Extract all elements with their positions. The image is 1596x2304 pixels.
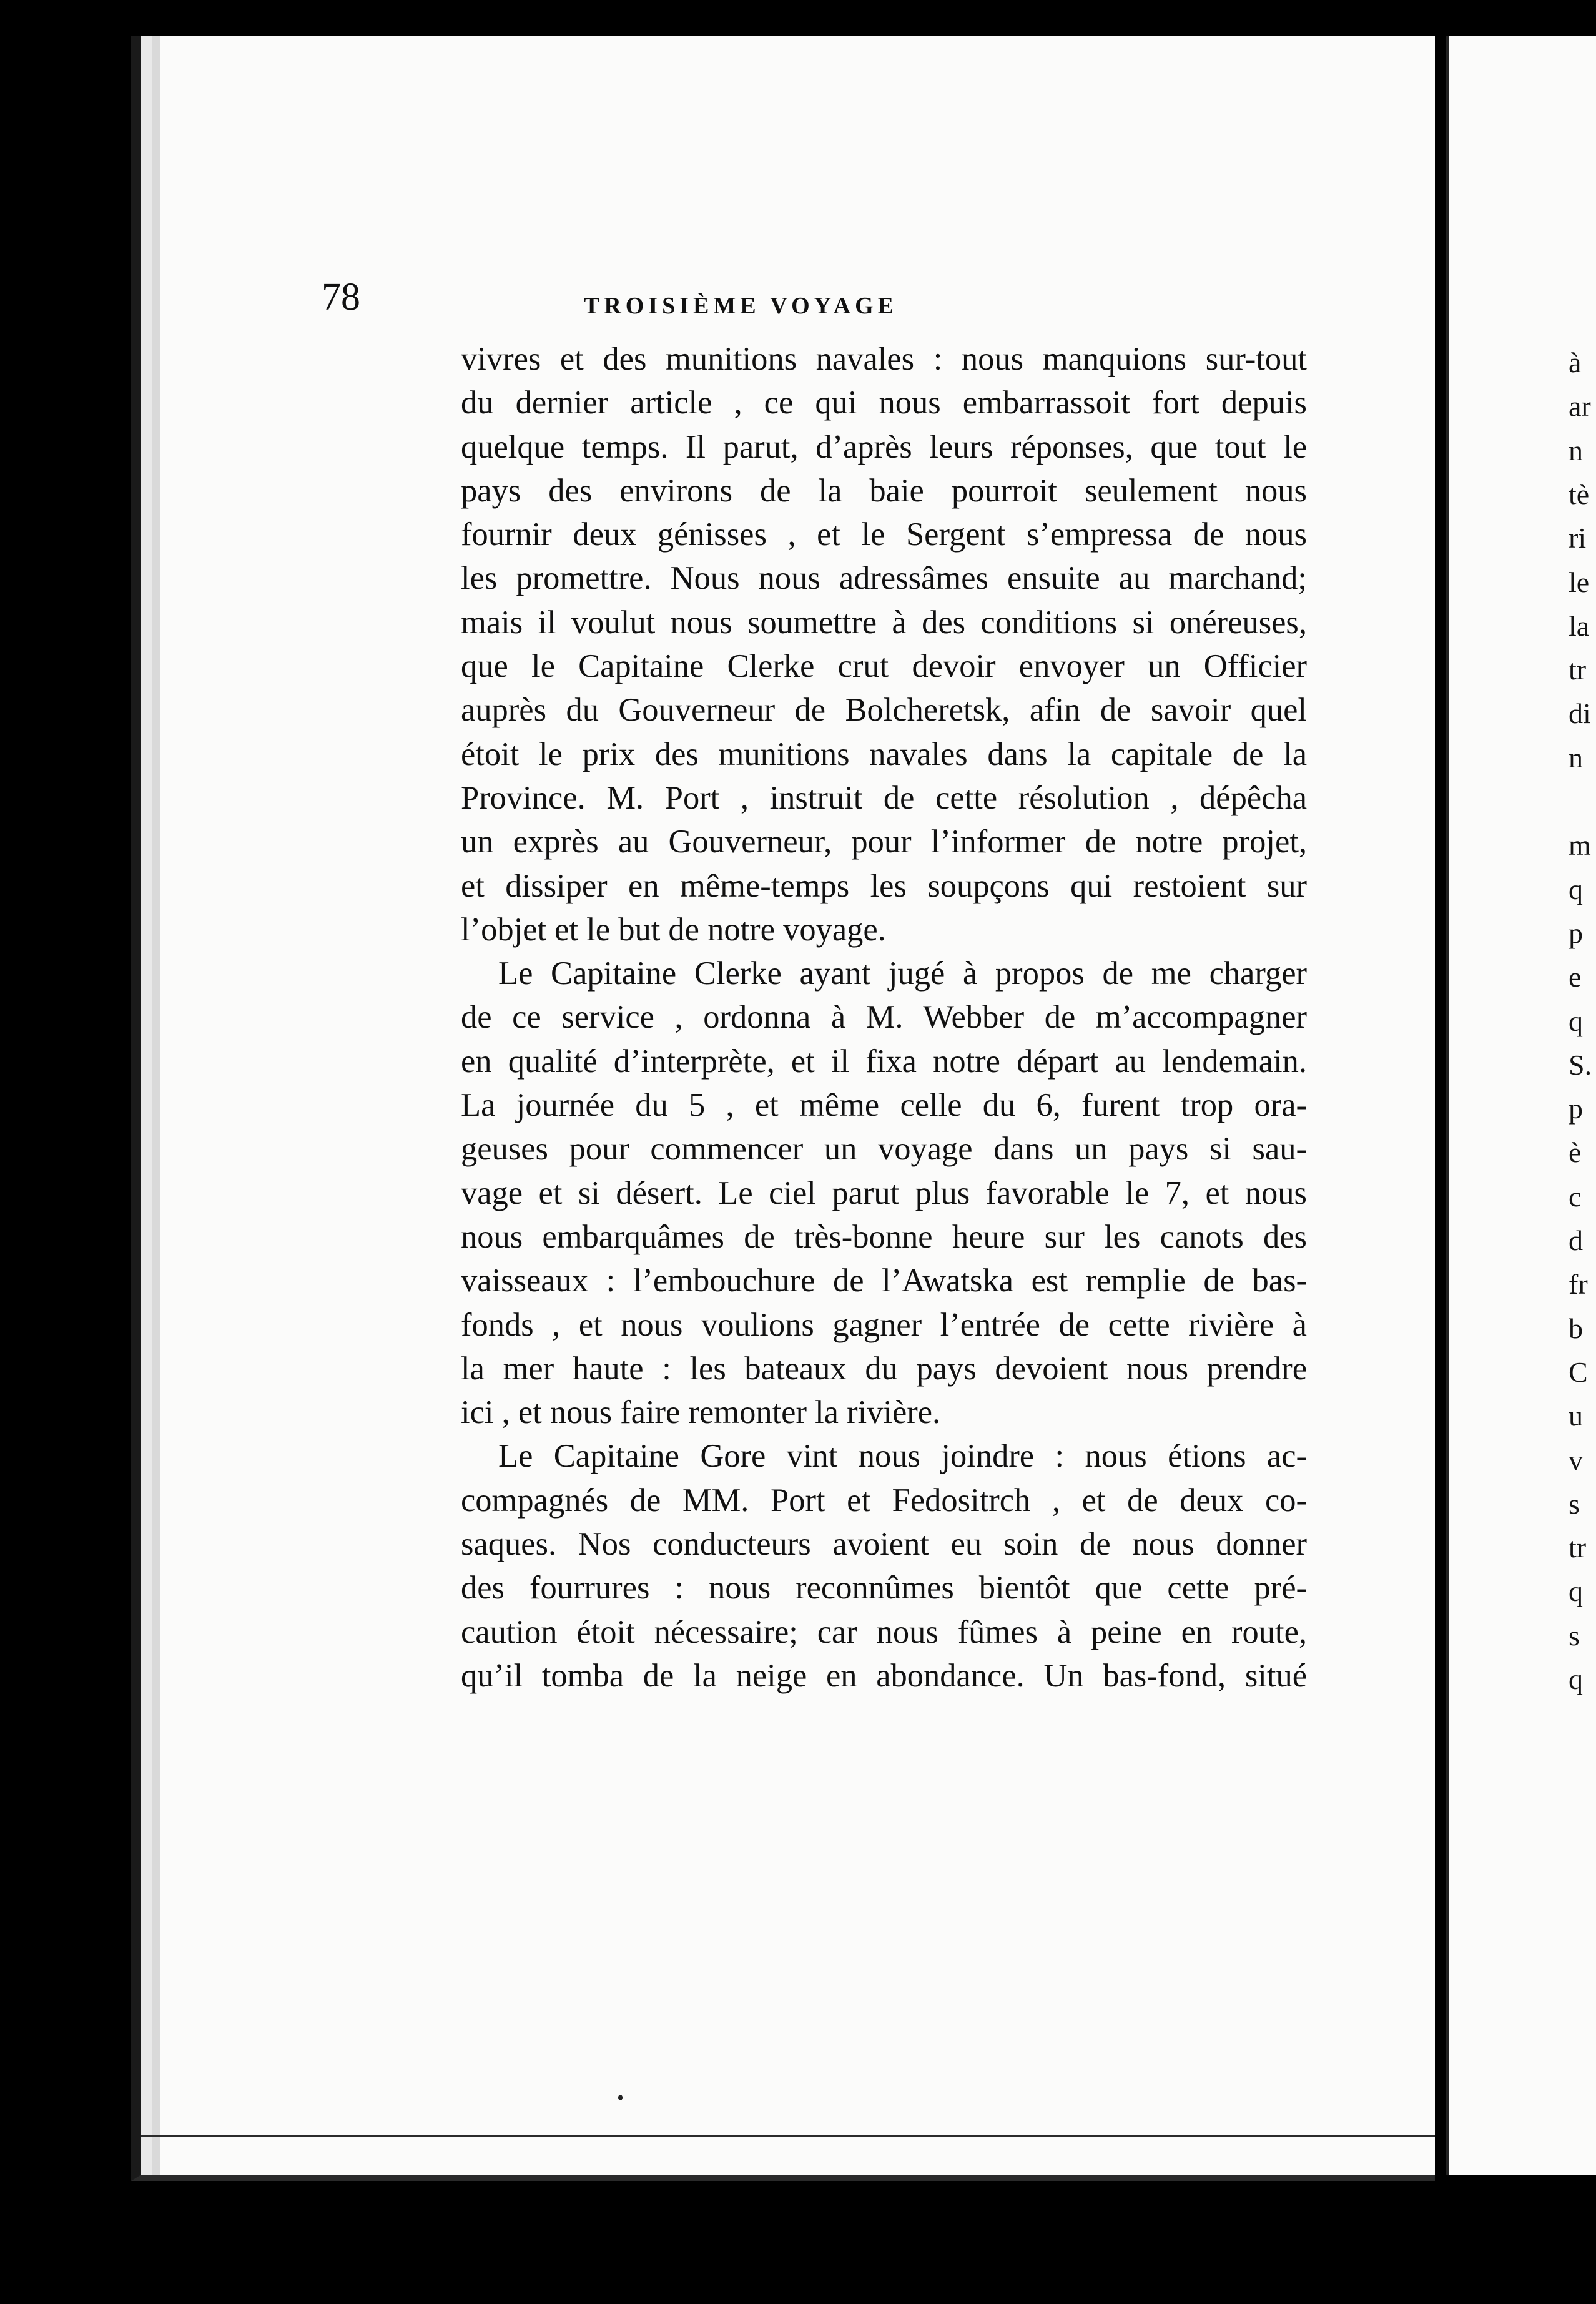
facing-page-fragment: v: [1569, 1444, 1583, 1476]
facing-page-fragment: fr: [1569, 1268, 1588, 1301]
text-line: fournir deux génisses , et le Sergent s’empressa de nous: [461, 516, 1307, 553]
page-edge-line: [141, 2135, 1445, 2137]
facing-page-fragment: s: [1569, 1487, 1580, 1520]
text-line: Province. M. Port , instruit de cette résolution , dépêcha: [461, 779, 1307, 816]
text-line: nous embarquâmes de très-bonne heure sur les canots des: [461, 1218, 1307, 1255]
text-line: des fourrures : nous reconnûmes bientôt que cette pré-: [461, 1570, 1307, 1607]
facing-page-fragment: d: [1569, 1224, 1583, 1256]
text-line: quelque temps. Il parut, d’après leurs réponses, que tout le: [461, 428, 1307, 465]
facing-page-fragment: le: [1569, 566, 1590, 598]
text-line: fonds , et nous voulions gagner l’entrée de cette rivière à: [461, 1306, 1307, 1343]
text-line: les promettre. Nous nous adressâmes ensuite au marchand;: [461, 560, 1307, 597]
text-line: ici , et nous faire remonter la rivière.: [461, 1394, 941, 1431]
facing-page-fragment: q: [1569, 1005, 1583, 1037]
text-line: la mer haute : les bateaux du pays devoient nous prendre: [461, 1350, 1307, 1387]
text-line: en qualité d’interprète, et il fixa notre départ au lendemain.: [461, 1043, 1307, 1080]
text-line: Le Capitaine Clerke ayant jugé à propos de me charger: [498, 955, 1307, 992]
facing-page-fragment: b: [1569, 1312, 1583, 1344]
facing-page-fragment: tè: [1569, 478, 1590, 510]
running-head: TROISIÈME VOYAGE: [584, 293, 898, 319]
facing-page-fragment: e: [1569, 961, 1582, 993]
text-line: étoit le prix des munitions navales dans la capitale de la: [461, 736, 1307, 772]
facing-page-fragment: C: [1569, 1356, 1588, 1388]
facing-page-fragment: di: [1569, 697, 1591, 730]
facing-page-fragment: q: [1569, 873, 1583, 905]
facing-page-fragment: u: [1569, 1400, 1583, 1432]
text-line: vage et si désert. Le ciel parut plus favorable le 7, et nous: [461, 1174, 1307, 1211]
page-header: [322, 278, 1302, 328]
text-line: et dissiper en même-temps les soupçons qui restoient sur: [461, 867, 1307, 904]
text-line: qu’il tomba de la neige en abondance. Un bas-fond, situé: [461, 1657, 1307, 1694]
text-line: du dernier article , ce qui nous embarrassoit fort depuis: [461, 385, 1307, 421]
text-line: geuses pour commencer un voyage dans un pays si sau-: [461, 1131, 1307, 1168]
facing-page-fragment: S.: [1569, 1048, 1592, 1081]
facing-page-fragment: ar: [1569, 390, 1591, 423]
facing-page-fragment: la: [1569, 609, 1590, 642]
facing-page-fragment: s: [1569, 1619, 1580, 1652]
text-line: La journée du 5 , et même celle du 6, furent trop ora-: [461, 1087, 1307, 1124]
facing-page-fragment: p: [1569, 917, 1583, 949]
facing-page-fragment: tr: [1569, 1532, 1587, 1564]
facing-page-fragment: q: [1569, 1575, 1583, 1608]
text-line: vivres et des munitions navales : nous manquions sur-tout: [461, 341, 1307, 377]
facing-page-fragment: q: [1569, 1663, 1583, 1695]
facing-page-fragment: c: [1569, 1180, 1582, 1213]
facing-page-fragment: à: [1569, 347, 1582, 378]
body-text: [461, 337, 1307, 1698]
facing-page-fragment: p: [1569, 1093, 1583, 1125]
text-line: que le Capitaine Clerke crut devoir envoyer un Officier: [461, 648, 1307, 685]
facing-page-fragment: è: [1569, 1136, 1582, 1169]
text-line: pays des environs de la baie pourroit seulement nous: [461, 472, 1307, 509]
facing-page-fragment: tr: [1569, 654, 1587, 686]
text-line: l’objet et le but de notre voyage.: [461, 911, 886, 948]
page-number: 78: [322, 276, 360, 318]
text-line: saques. Nos conducteurs avoient eu soin de nous donner: [461, 1526, 1307, 1563]
text-line: mais il voulut nous soumettre à des conditions si onéreuses,: [461, 604, 1307, 641]
text-line: un exprès au Gouverneur, pour l’informer de notre projet,: [461, 824, 1307, 860]
facing-page-fragment: m: [1569, 829, 1591, 862]
facing-page-fragment: ri: [1569, 522, 1587, 554]
text-line: compagnés de MM. Port et Fedositrch , et de deux co-: [461, 1482, 1307, 1519]
text-line: vaisseaux : l’embouchure de l’Awatska est remplie de bas-: [461, 1263, 1307, 1299]
text-line: caution étoit nécessaire; car nous fûmes à peine en route,: [461, 1613, 1307, 1650]
text-line: auprès du Gouverneur de Bolcheretsk, afin de savoir quel: [461, 692, 1307, 729]
facing-page-fragment: n: [1569, 741, 1583, 774]
text-line: Le Capitaine Gore vint nous joindre : nous étions ac-: [498, 1438, 1307, 1475]
text-line: de ce service , ordonna à M. Webber de m’accompagner: [461, 999, 1307, 1036]
facing-page: [1446, 36, 1596, 2175]
ink-speck: [618, 2095, 623, 2100]
facing-page-fragment: n: [1569, 434, 1583, 466]
book-gutter: [1435, 25, 1446, 2185]
